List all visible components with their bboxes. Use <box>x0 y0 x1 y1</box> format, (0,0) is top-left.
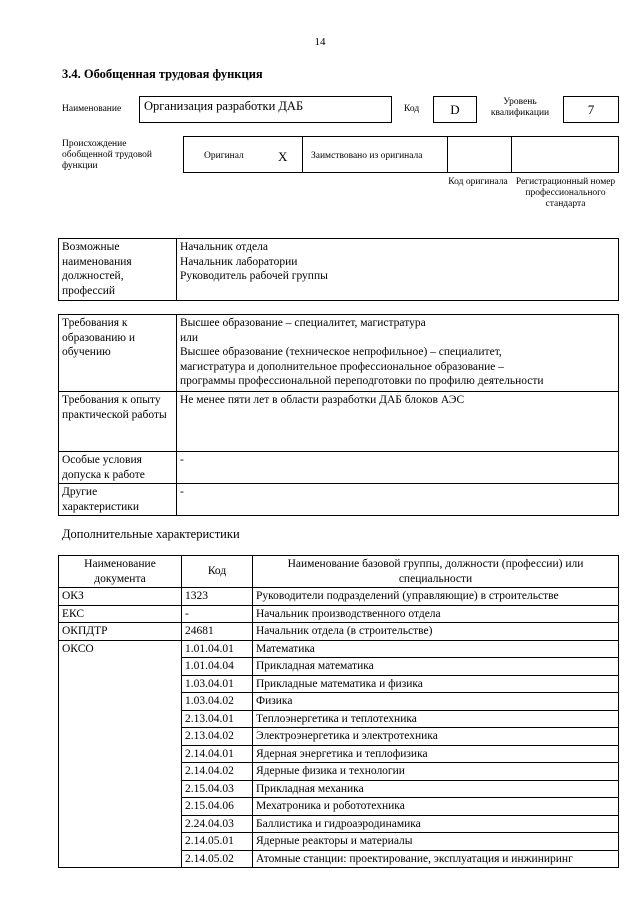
row-specialty: Мехатроника и робототехника <box>253 798 619 816</box>
position-item: Начальник лаборатории <box>180 255 298 268</box>
name-value: Организация разработки ДАБ <box>144 99 304 113</box>
additional-title: Дополнительные характеристики <box>62 527 240 541</box>
row-code: 2.14.04.01 <box>182 745 253 763</box>
origin-row <box>183 136 619 173</box>
code-caption: Код оригинала <box>448 177 508 187</box>
position-item: Руководитель рабочей группы <box>180 270 328 282</box>
row-specialty: Ядерная энергетика и теплофизика <box>253 745 619 763</box>
row-specialty: Руководители подразделений (управляющие) в строительстве <box>253 588 619 606</box>
name-box <box>139 96 392 123</box>
table-row <box>59 623 619 641</box>
row-specialty: Атомные станции: проектирование, эксплуатация и инжиниринг <box>253 850 619 868</box>
row-code: 2.14.05.01 <box>182 833 253 851</box>
row-code: 1.01.04.01 <box>182 640 253 658</box>
row-code: 1.01.04.04 <box>182 658 253 676</box>
row-document: ЕКС <box>59 605 182 623</box>
positions-list <box>177 239 619 301</box>
row-code: 2.13.04.01 <box>182 710 253 728</box>
origin-label: Происхождение обобщенной трудовой функции <box>62 139 152 171</box>
divider <box>511 137 512 172</box>
special-conditions-value: - <box>177 452 619 484</box>
row-code: 2.13.04.02 <box>182 728 253 746</box>
other-characteristics-label: Другие характеристики <box>59 484 177 516</box>
row-specialty: Начальник отдела (в строительстве) <box>253 623 619 641</box>
additional-table <box>58 555 619 868</box>
original-mark: X <box>278 149 288 164</box>
row-code: - <box>182 605 253 623</box>
code-value: D <box>433 96 477 123</box>
position-item: Начальник отдела <box>180 241 268 253</box>
section-title: 3.4. Обобщенная трудовая функция <box>62 67 263 81</box>
education-value <box>177 315 619 392</box>
row-specialty: Прикладная математика <box>253 658 619 676</box>
row-specialty: Прикладная механика <box>253 780 619 798</box>
name-label: Наименование <box>62 104 122 114</box>
level-label: Уровень квалификации <box>490 97 550 118</box>
level-value: 7 <box>563 96 619 123</box>
table-row <box>59 640 619 658</box>
row-specialty: Баллистика и гидроаэродинамика <box>253 815 619 833</box>
row-specialty: Ядерные реакторы и материалы <box>253 833 619 851</box>
row-document: ОКПДТР <box>59 623 182 641</box>
divider <box>302 137 303 172</box>
row-specialty: Математика <box>253 640 619 658</box>
reg-caption: Регистрационный номер профессионального стандарта <box>515 177 616 209</box>
table-row <box>59 588 619 606</box>
row-code: 2.15.04.06 <box>182 798 253 816</box>
row-code: 1323 <box>182 588 253 606</box>
row-specialty: Электроэнергетика и электротехника <box>253 728 619 746</box>
experience-label: Требования к опыту практической работы <box>59 392 177 452</box>
original-label: Оригинал <box>204 151 244 161</box>
education-line: Высшее образование (техническое непрофильное) – специалитет, <box>180 346 502 358</box>
row-specialty: Ядерные физика и технологии <box>253 763 619 781</box>
row-document: ОКЗ <box>59 588 182 606</box>
row-code: 2.24.04.03 <box>182 815 253 833</box>
experience-value: Не менее пяти лет в области разработки ДАБ блоков АЭС <box>177 392 619 452</box>
code-label: Код <box>404 104 420 114</box>
page-number: 14 <box>314 36 326 48</box>
education-line: или <box>180 331 199 344</box>
requirements-table <box>58 314 619 516</box>
header-code: Код <box>182 556 253 588</box>
education-label: Требования к образованию и обучению <box>59 315 177 392</box>
header-specialty: Наименование базовой группы, должности (профессии) или специальности <box>253 556 619 588</box>
other-characteristics-value: - <box>177 484 619 516</box>
row-code: 2.14.05.02 <box>182 850 253 868</box>
positions-table <box>58 238 619 301</box>
education-line: Высшее образование – специалитет, магистратура <box>180 317 426 329</box>
borrowed-label: Заимствовано из оригинала <box>311 151 423 161</box>
row-code: 2.14.04.02 <box>182 763 253 781</box>
row-code: 24681 <box>182 623 253 641</box>
table-row <box>59 605 619 623</box>
row-code: 1.03.04.02 <box>182 693 253 711</box>
special-conditions-label: Особые условия допуска к работе <box>59 452 177 484</box>
row-code: 2.15.04.03 <box>182 780 253 798</box>
divider <box>447 137 448 172</box>
row-specialty: Прикладные математика и физика <box>253 675 619 693</box>
education-line: программы профессиональной переподготовки по профилю деятельности <box>180 375 544 387</box>
education-line: магистратура и дополнительное профессиональное образование – <box>180 360 504 373</box>
row-document: ОКСО <box>59 640 182 868</box>
row-specialty: Начальник производственного отдела <box>253 605 619 623</box>
header-document: Наименование документа <box>59 556 182 588</box>
row-specialty: Физика <box>253 693 619 711</box>
row-code: 1.03.04.01 <box>182 675 253 693</box>
row-specialty: Теплоэнергетика и теплотехника <box>253 710 619 728</box>
positions-label: Возможные наименования должностей, профессий <box>59 239 177 301</box>
